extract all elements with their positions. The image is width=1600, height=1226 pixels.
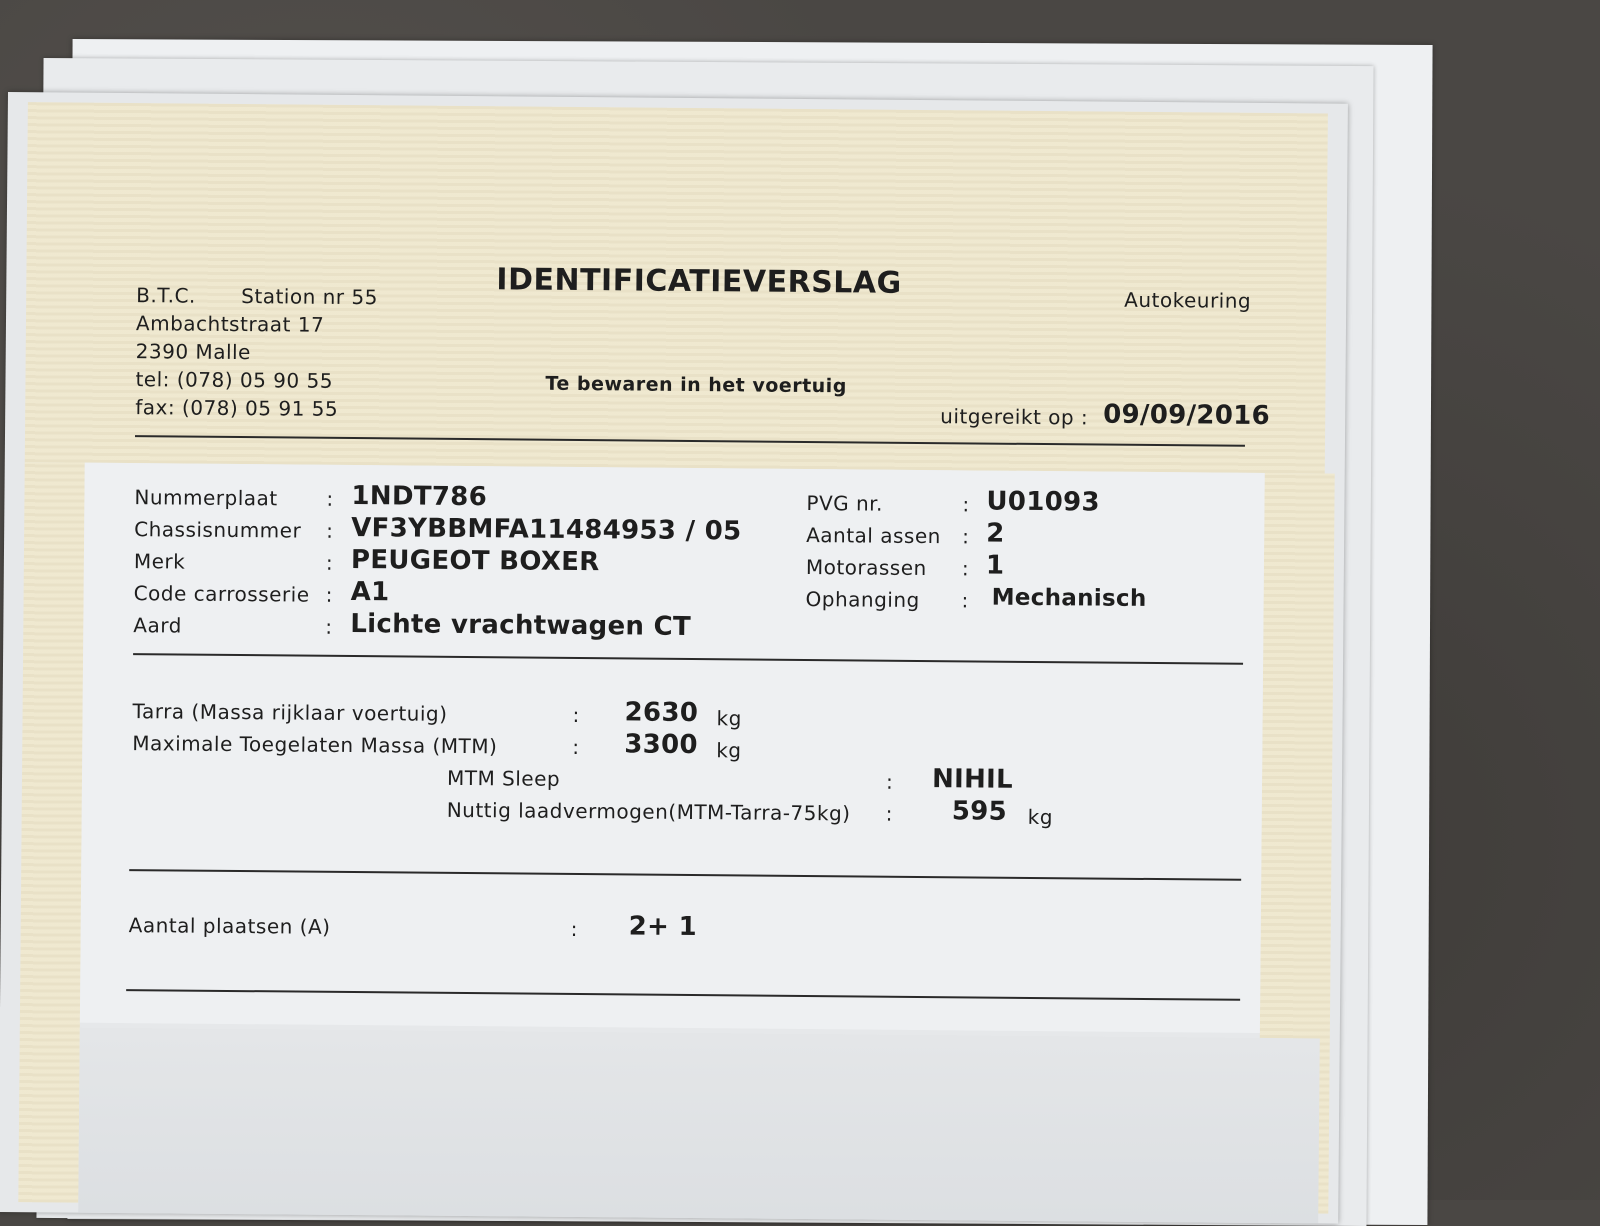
drive-axles-label: Motorassen xyxy=(805,554,927,581)
plate-label: Nummerplaat xyxy=(134,485,278,511)
tare-value: 2630 xyxy=(624,697,699,729)
payload-unit: kg xyxy=(1027,804,1054,830)
station-number: Station nr 55 xyxy=(241,284,378,310)
org-name: B.T.C. xyxy=(136,283,196,308)
address-street: Ambachtstraat 17 xyxy=(135,311,325,337)
colon: : xyxy=(961,556,970,581)
make-value: PEUGEOT BOXER xyxy=(350,545,600,578)
type-label: Aard xyxy=(133,613,182,638)
tow-label: MTM Sleep xyxy=(446,765,561,791)
make-label: Merk xyxy=(133,549,186,574)
identification-document xyxy=(0,92,1348,1224)
colon: : xyxy=(572,734,580,760)
seats-value: 2+ 1 xyxy=(628,911,698,943)
colon: : xyxy=(572,702,580,728)
mtm-value: 3300 xyxy=(624,729,699,761)
colon: : xyxy=(962,524,970,549)
chassis-value: VF3YBBMFA11484953 / 05 xyxy=(351,513,742,547)
axles-label: Aantal assen xyxy=(806,522,941,549)
payload-value: 595 xyxy=(951,796,1008,827)
issued-date: 09/09/2016 xyxy=(1103,399,1271,432)
lower-panel xyxy=(78,1028,1320,1224)
address-city: 2390 Malle xyxy=(135,339,252,365)
issued-label: uitgereikt op : xyxy=(940,404,1089,430)
mtm-unit: kg xyxy=(716,738,742,763)
chassis-label: Chassisnummer xyxy=(134,517,302,543)
colon: : xyxy=(962,492,970,517)
colon: : xyxy=(325,614,333,639)
colon: : xyxy=(885,769,894,794)
body-code-label: Code carrosserie xyxy=(133,581,310,607)
fax-number: fax: (078) 05 91 55 xyxy=(135,395,339,421)
pvg-label: PVG nr. xyxy=(806,490,884,516)
tare-label: Tarra (Massa rijklaar voertuig) xyxy=(132,699,448,726)
colon: : xyxy=(885,801,894,826)
document-subtitle: Te bewaren in het voertuig xyxy=(545,372,847,398)
colon: : xyxy=(326,518,334,543)
body-code-value: A1 xyxy=(350,577,390,608)
mtm-label: Maximale Toegelaten Massa (MTM) xyxy=(132,731,498,759)
drive-axles-value: 1 xyxy=(985,550,1005,581)
colon: : xyxy=(326,486,334,511)
seats-label: Aantal plaatsen (A) xyxy=(128,913,331,939)
type-value: Lichte vrachtwagen CT xyxy=(350,609,692,642)
colon: : xyxy=(325,582,333,607)
colon: : xyxy=(961,588,969,613)
tow-value: NIHIL xyxy=(931,764,1014,795)
document-title: IDENTIFICATIEVERSLAG xyxy=(496,262,902,301)
suspension-value: Mechanisch xyxy=(991,584,1147,612)
plate-value: 1NDT786 xyxy=(351,481,488,513)
payload-label: Nuttig laadvermogen(MTM-Tarra-75kg) xyxy=(446,797,851,826)
security-pattern-left xyxy=(18,462,84,1202)
colon: : xyxy=(570,916,579,942)
right-label: Autokeuring xyxy=(1124,287,1252,313)
suspension-label: Ophanging xyxy=(805,586,920,612)
colon: : xyxy=(325,550,334,575)
axles-value: 2 xyxy=(986,518,1005,549)
pvg-value: U01093 xyxy=(986,486,1100,518)
phone-number: tel: (078) 05 90 55 xyxy=(135,367,334,393)
tare-unit: kg xyxy=(716,706,742,731)
